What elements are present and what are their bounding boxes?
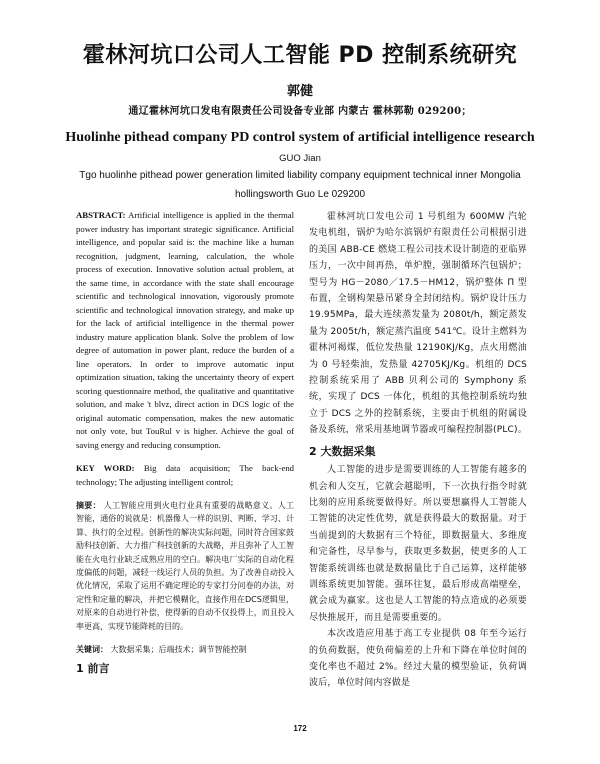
english-author: GUO Jian — [279, 153, 321, 164]
abstract-label: ABSTRACT: — [76, 210, 126, 220]
big-data-paragraph-2: 本次改造应用基于高工专业提供 08 年至今运行的负荷数据，使负荷偏差的上升和下降在单位时间的变化率也不超过 2%。经过大量的模型验证，负荷调波后，单位时间内容做是 — [309, 629, 527, 689]
cn-abstract-text: 人工智能应用到火电行业具有重要的战略意义。人工智能，通俗的说就是：机器像人一样的识别、判断、学习、计算、执行的全过程。创新性的解决实际问题，同时符合国家鼓励科技创新、大力推广科技创新的大战略，并且弥补了人工智能在火电行业缺乏成熟应用的空白。解决电厂实际的自动化程度偏低的问题，减轻一线运行人员的负担。为了改善自动投入优化情况，采取了运用不确定理论的专家打分问卷的办法，对定性和定量的解决，并把它模糊化，直接作用在DCS逻辑里，对原来的自动进行补偿，使得新的自动不仅投得上，而且投入率更高，实现节能降耗的目的。 — [76, 501, 295, 631]
author-name: 郭健 — [286, 84, 313, 99]
keyword-text: Big data acquisition; The back-end technology; The adjusting intelligent control; — [76, 463, 295, 487]
cn-keyword-text: 大数据采集；后端技术；调节智能控制 — [110, 645, 247, 655]
english-affiliation-line1: Tgo huolinhe pithead power generation limited liability company equipment technical inner Mongolia — [79, 170, 521, 181]
paper-title: 霍林河坑口公司人工智能 PD 控制系统研究 — [82, 43, 518, 68]
intro-paragraph: 霍林河坑口发电公司 1 号机组为 600MW 汽轮发电机组，锅炉为哈尔滨锅炉有限责任公司根据引进的美国 ABB-CE 燃烧工程公司技术设计制造的亚临界压力，一次中间再热，单炉膛，强制循环汽包锅炉；型号为 HG－2080／17.5－HM12，锅炉整体 Π 型布置，全钢构架悬吊紧身全封闭结构。锅炉设计压力19.95MPa，最大连续蒸发量为 2080t/h，额定蒸发量为 2005t/h，额定蒸汽温度 541℃。设计主燃料为霍林河褐煤，低位发热量 12190KJ/Kg，点火用燃油为 0 号轻柴油，发热量 42705KJ/Kg。机组的 DCS 控制系统采用了 ABB 贝利公司的 Symphony 系统，实现了 DCS 一体化，机组的其他控制系统均独立于 DCS 之外的控制系统，主要由于机组的附属设备及系统，常采用基地调节器或可编程控制器(PLC)。 — [309, 212, 527, 436]
section-1-heading: 1 前言 — [76, 662, 110, 676]
right-column — [309, 209, 527, 692]
english-keywords — [76, 462, 294, 489]
left-column — [76, 209, 294, 680]
english-affiliation-line2: hollingsworth Guo Le 029200 — [234, 189, 366, 200]
chinese-keywords — [76, 643, 294, 656]
big-data-paragraph-1: 人工智能的进步是需要训练的人工智能有越多的机会和人交互，它就会越聪明，下一次执行指令时就比刻的应用系统要做得好。所以要想赢得人工智能人工智能的决定性优势，就是获得最大的数据量。对于当前提到的大数据有三个特征，即数据量大、多维度和完备性，尽早参与，获取更多数据，使更多的人工智能系统训练也就是数据量比于自己运算，这样能够训练系统更加智能。强环往复，最后形成高端壁垒，就会成为赢家。这也是人工智能的特点造成的必须要尽快推展开，而且是需要重要的。 — [309, 465, 527, 623]
cn-keyword-label: 关键词： — [76, 645, 108, 655]
page-number: 172 — [293, 724, 307, 733]
english-title: Huolinhe pithead company PD control system of artificial intelligence research — [65, 130, 535, 145]
cn-abstract-label: 摘要： — [76, 501, 101, 510]
abstract-text: Artificial intelligence is applied in the thermal power industry has important strategic significance. Artificial intelligence, and popular said is: the machine like a human recognition, judgment, learning, calculation, the whole process of execution. Innovative solution actual problem, at the same time, in accordance with the state shall encourage scientific and technological innovation, vigorously promote scientific and technological innovation strategy, and make up for the lack of artificial intelligence in the thermal power industry mature application blank. Solve the problem of low degree of automation in power plant, reduce the burden of a line operators. In order to improve automatic input optimization situation, taking the uncertainty theory of expert scoring questionnaire method, the qualitative and quantitative solution, and make 't blvz, direct action in DCS logic of the original automatic compensation, makes the new automatic not only vote, but TouRul v is higher. Achieve the goal of saving energy and reducing consumption. — [76, 210, 294, 450]
section-2-heading: 2 大数据采集 — [309, 444, 376, 458]
keyword-label: KEY WORD: — [76, 463, 135, 473]
chinese-abstract — [76, 499, 294, 633]
author-affiliation: 通辽霍林河坑口发电有限责任公司设备专业部 内蒙古 霍林郭勒 029200； — [128, 106, 472, 117]
english-abstract — [76, 209, 294, 452]
